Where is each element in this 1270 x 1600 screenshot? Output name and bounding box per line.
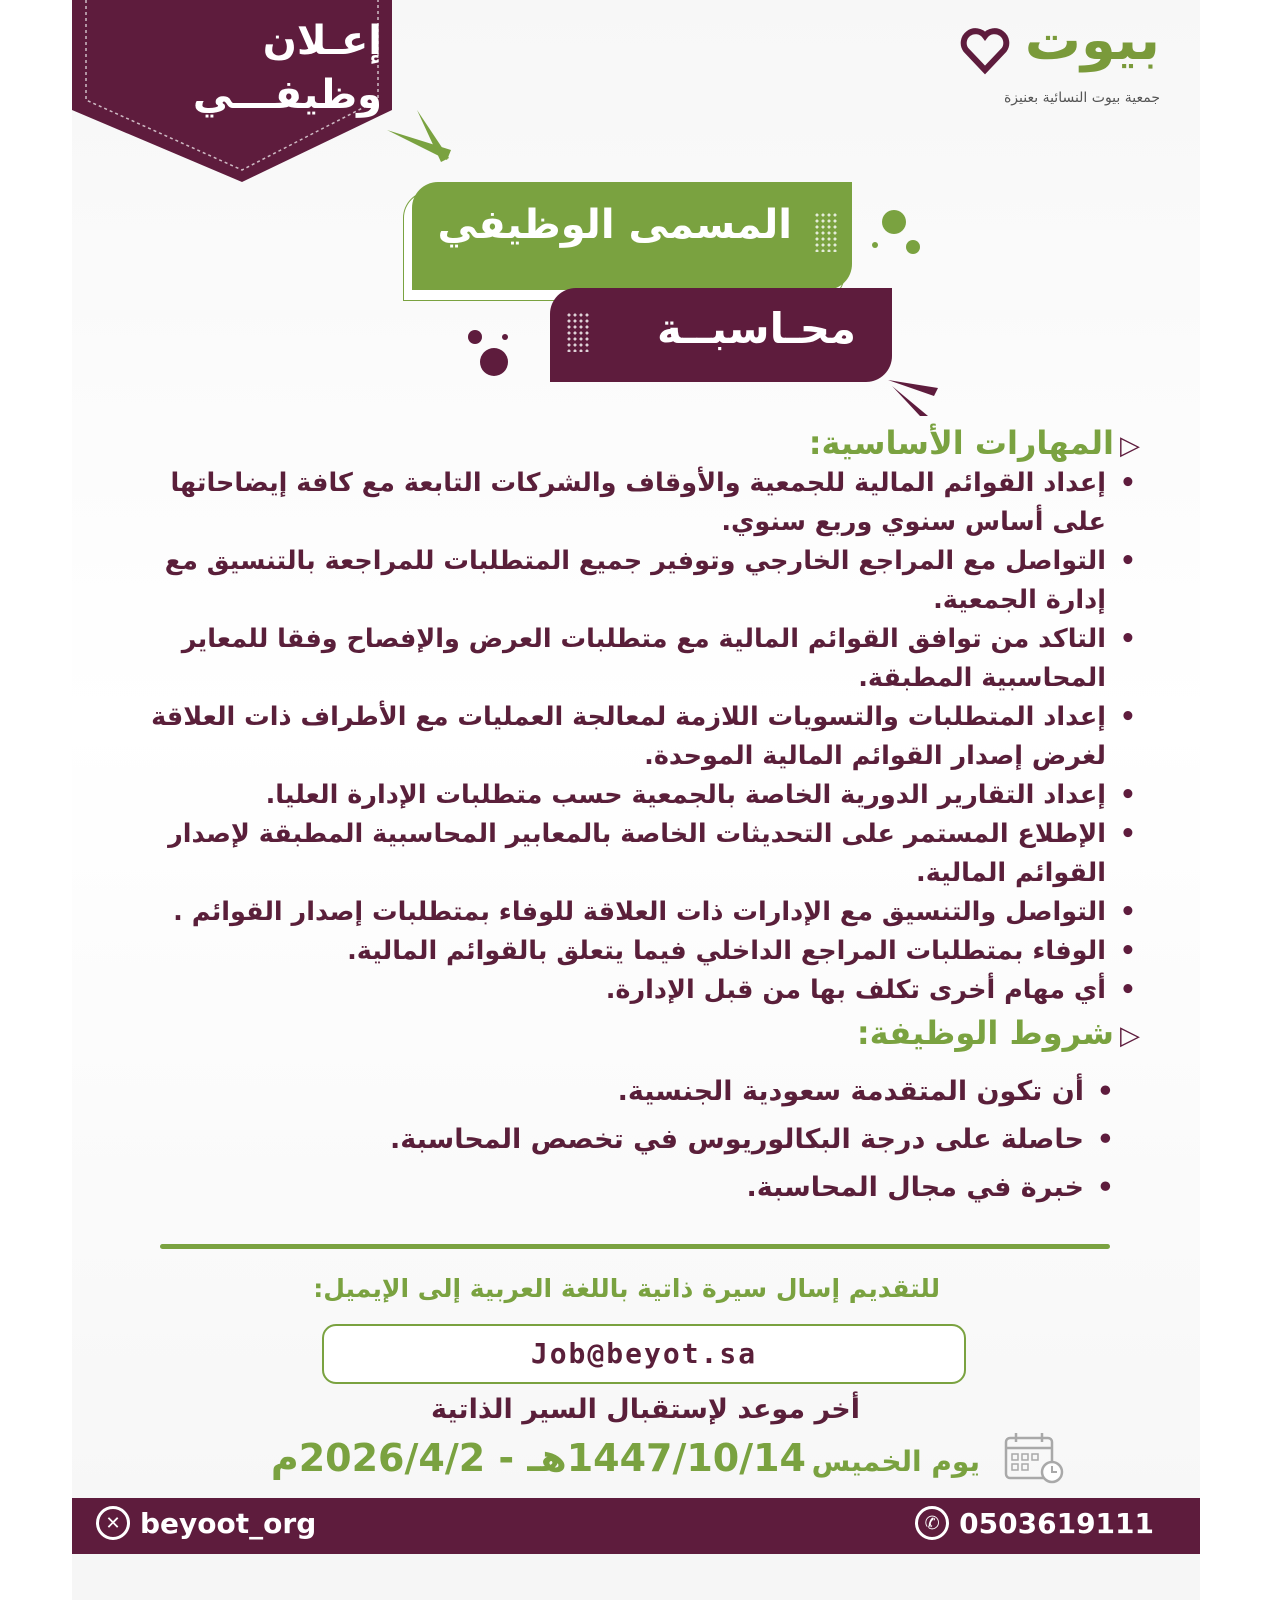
list-item: • الإطلاع المستمر على التحديثات الخاصة بالمعابير المحاسبية المطبقة لإصدار القوائم المالية. <box>136 815 1136 893</box>
section-divider <box>160 1244 1110 1249</box>
triangle-marker-icon: ▷ <box>1120 431 1140 461</box>
decor-circle-icon <box>872 242 878 248</box>
list-item: • إعداد القوائم المالية للجمعية والأوقاف والشركات التابعة مع كافة إيضاحاتها على أساس سنوي وربع سنوي. <box>136 464 1136 542</box>
conditions-heading <box>857 1014 1140 1052</box>
list-item: • التواصل والتنسيق مع الإدارات ذات العلاقة للوفاء بمتطلبات إصدار القوائم . <box>136 893 1136 932</box>
email-link[interactable]: Job@beyot.sa <box>322 1324 966 1384</box>
list-item: • حاصلة على درجة البكالوريوس في تخصص المحاسبة. <box>314 1116 1114 1164</box>
job-title: محـاسبــة <box>656 304 856 353</box>
decor-circle-icon <box>906 240 920 254</box>
list-item: • التاكد من توافق القوائم المالية مع متطلبات العرض والإفصاح وفقا للمعاير المحاسبية المطبقة. <box>136 620 1136 698</box>
logo-subtitle: جمعية بيوت النسائية بعنيزة <box>1003 90 1160 106</box>
heart-logo-icon <box>960 26 1010 76</box>
badge-line-2: وظيفـــي <box>192 72 382 118</box>
decor-circle-icon <box>480 348 508 376</box>
deadline-date-value: 1447/10/14هـ - 2026/4/2م <box>270 1436 806 1480</box>
beyot-logo <box>960 8 1160 118</box>
list-item: • الوفاء بمتطلبات المراجع الداخلي فيما يتعلق بالقوائم المالية. <box>136 932 1136 971</box>
decor-circle-icon <box>502 334 508 340</box>
list-item: • إعداد التقارير الدورية الخاصة بالجمعية حسب متطلبات الإدارة العليا. <box>136 776 1136 815</box>
list-item: • إعداد المتطلبات والتسويات اللازمة لمعالجة العمليات مع الأطراف ذات العلاقة لغرض إصدار القوائم المالية الموحدة. <box>136 698 1136 776</box>
phone-number-text: 0503619111 <box>959 1506 1154 1540</box>
deadline-label: أخر موعد لإستقبال السير الذاتية <box>431 1394 860 1425</box>
social-handle[interactable] <box>96 1506 316 1540</box>
logo-word: بيوت <box>1024 8 1160 73</box>
job-title-block <box>550 288 892 382</box>
deadline-date <box>271 1436 980 1480</box>
list-item: • التواصل مع المراجع الخارجي وتوفير جميع المتطلبات للمراجعة بالتنسيق مع إدارة الجمعية. <box>136 542 1136 620</box>
skills-list <box>136 464 1136 1010</box>
social-handle-text: beyoot_org <box>140 1506 317 1540</box>
accent-triangles-icon <box>882 376 942 420</box>
accent-triangles-icon <box>377 100 457 170</box>
badge-line-1: إعـلان <box>262 18 382 64</box>
dots-pattern-icon <box>566 312 590 352</box>
conditions-heading-text: شروط الوظيفة: <box>856 1014 1114 1052</box>
skills-heading <box>809 424 1140 462</box>
job-title-label-block <box>412 182 852 290</box>
job-title-label: المسمى الوظيفي <box>437 202 792 248</box>
list-item: • أن تكون المتقدمة سعودية الجنسية. <box>314 1068 1114 1116</box>
dots-pattern-icon <box>814 212 838 252</box>
deadline-day: يوم الخميس <box>811 1445 980 1478</box>
decor-circle-icon <box>468 330 482 344</box>
job-poster <box>72 0 1200 1600</box>
list-item: • أي مهام أخرى تكلف بها من قبل الإدارة. <box>136 971 1136 1010</box>
apply-instruction: للتقديم إسال سيرة ذاتية باللغة العربية إلى الإيميل: <box>313 1274 940 1303</box>
phone-icon: ✆ <box>915 1506 949 1540</box>
job-announcement-badge <box>72 0 402 185</box>
phone-number[interactable] <box>915 1506 1154 1540</box>
conditions-list <box>314 1068 1114 1212</box>
triangle-marker-icon: ▷ <box>1120 1021 1140 1051</box>
skills-heading-text: المهارات الأساسية: <box>808 424 1114 462</box>
calendar-clock-icon <box>1002 1430 1066 1484</box>
footer-bar <box>72 1498 1200 1554</box>
badge-text <box>92 14 382 122</box>
x-social-icon: ✕ <box>96 1506 130 1540</box>
decor-circle-icon <box>882 210 906 234</box>
list-item: • خبرة في مجال المحاسبة. <box>314 1164 1114 1212</box>
